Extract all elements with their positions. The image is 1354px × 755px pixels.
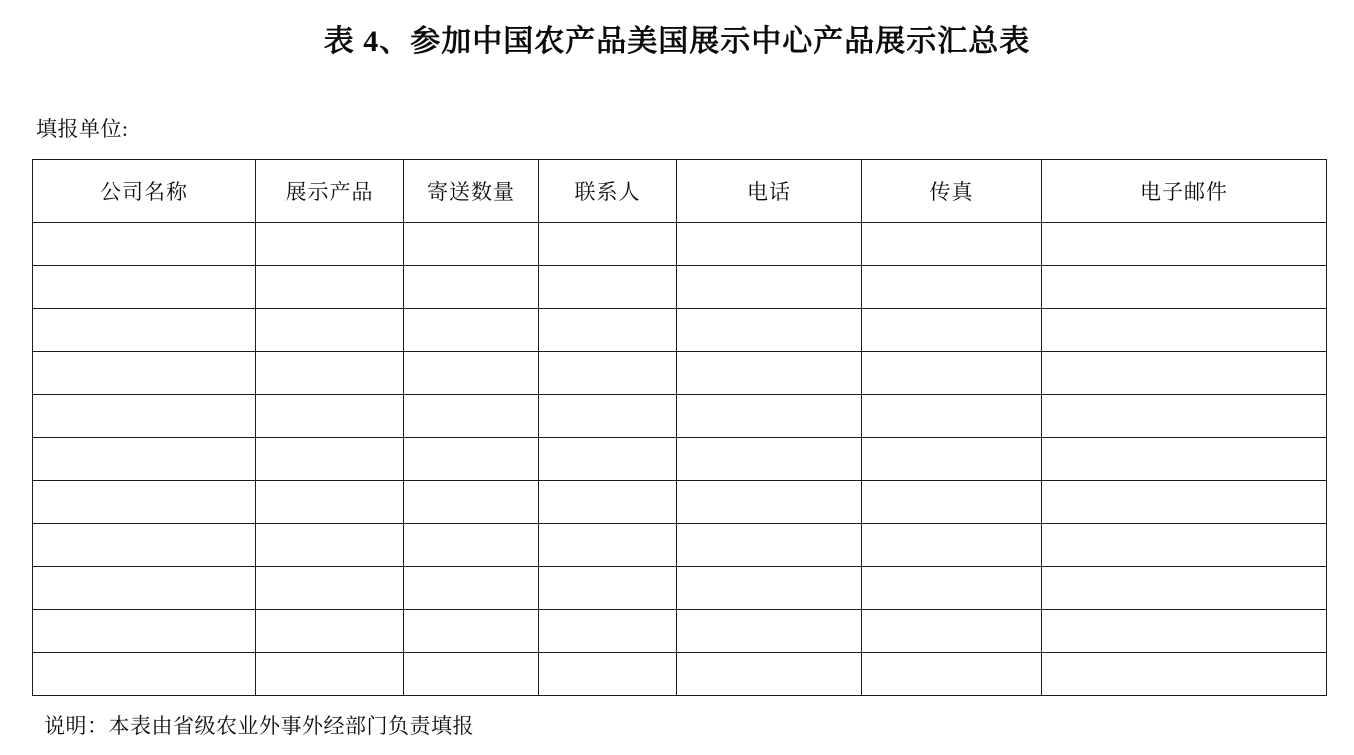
summary-table-container [32,159,1326,696]
table-cell-phone[interactable] [677,438,862,481]
column-header-phone: 电话 [677,160,862,223]
table-cell-shipped-quantity[interactable] [404,610,539,653]
table-cell-email[interactable] [1042,438,1327,481]
table-cell-contact-person[interactable] [539,567,677,610]
table-row[interactable] [33,524,1327,567]
table-cell-display-product[interactable] [256,653,404,696]
table-cell-shipped-quantity[interactable] [404,653,539,696]
table-row[interactable] [33,266,1327,309]
table-cell-email[interactable] [1042,223,1327,266]
table-cell-shipped-quantity[interactable] [404,524,539,567]
table-cell-contact-person[interactable] [539,266,677,309]
product-display-summary-table [32,159,1327,696]
table-cell-fax[interactable] [862,352,1042,395]
table-cell-phone[interactable] [677,481,862,524]
table-cell-display-product[interactable] [256,567,404,610]
table-cell-email[interactable] [1042,653,1327,696]
table-cell-email[interactable] [1042,352,1327,395]
column-header-fax: 传真 [862,160,1042,223]
table-cell-shipped-quantity[interactable] [404,266,539,309]
table-header [33,160,1327,223]
table-cell-fax[interactable] [862,266,1042,309]
table-cell-company-name[interactable] [33,610,256,653]
table-cell-phone[interactable] [677,610,862,653]
table-cell-fax[interactable] [862,481,1042,524]
table-row[interactable] [33,223,1327,266]
table-cell-contact-person[interactable] [539,395,677,438]
table-cell-display-product[interactable] [256,395,404,438]
table-cell-phone[interactable] [677,223,862,266]
table-cell-email[interactable] [1042,395,1327,438]
table-cell-phone[interactable] [677,395,862,438]
table-cell-phone[interactable] [677,524,862,567]
table-footnote: 说明：本表由省级农业外事外经部门负责填报 [44,714,474,738]
table-row[interactable] [33,610,1327,653]
table-cell-shipped-quantity[interactable] [404,223,539,266]
table-cell-fax[interactable] [862,524,1042,567]
filler-unit-label: 填报单位: [36,117,129,141]
column-header-company-name: 公司名称 [33,160,256,223]
table-cell-phone[interactable] [677,352,862,395]
table-cell-display-product[interactable] [256,438,404,481]
table-cell-display-product[interactable] [256,309,404,352]
table-body [33,223,1327,696]
table-row[interactable] [33,395,1327,438]
table-cell-fax[interactable] [862,223,1042,266]
table-row[interactable] [33,309,1327,352]
table-cell-company-name[interactable] [33,266,256,309]
table-cell-phone[interactable] [677,309,862,352]
table-cell-company-name[interactable] [33,481,256,524]
table-cell-display-product[interactable] [256,481,404,524]
table-cell-email[interactable] [1042,266,1327,309]
table-cell-email[interactable] [1042,524,1327,567]
table-header-row [33,160,1327,223]
table-cell-phone[interactable] [677,266,862,309]
page-title: 表 4、参加中国农产品美国展示中心产品展示汇总表 [323,25,1031,58]
table-cell-shipped-quantity[interactable] [404,395,539,438]
table-cell-display-product[interactable] [256,610,404,653]
table-cell-display-product[interactable] [256,223,404,266]
table-cell-display-product[interactable] [256,524,404,567]
table-cell-shipped-quantity[interactable] [404,481,539,524]
table-cell-shipped-quantity[interactable] [404,309,539,352]
table-cell-contact-person[interactable] [539,309,677,352]
table-cell-email[interactable] [1042,567,1327,610]
column-header-contact-person: 联系人 [539,160,677,223]
table-cell-company-name[interactable] [33,309,256,352]
table-cell-company-name[interactable] [33,223,256,266]
table-row[interactable] [33,653,1327,696]
table-cell-fax[interactable] [862,610,1042,653]
table-cell-fax[interactable] [862,438,1042,481]
table-cell-email[interactable] [1042,481,1327,524]
table-cell-company-name[interactable] [33,653,256,696]
table-cell-contact-person[interactable] [539,481,677,524]
table-cell-fax[interactable] [862,567,1042,610]
table-cell-fax[interactable] [862,309,1042,352]
table-cell-fax[interactable] [862,395,1042,438]
table-row[interactable] [33,481,1327,524]
column-header-display-product: 展示产品 [256,160,404,223]
column-header-email: 电子邮件 [1042,160,1327,223]
table-cell-email[interactable] [1042,610,1327,653]
table-cell-company-name[interactable] [33,524,256,567]
table-cell-company-name[interactable] [33,395,256,438]
table-cell-shipped-quantity[interactable] [404,352,539,395]
column-header-shipped-quantity: 寄送数量 [404,160,539,223]
table-cell-contact-person[interactable] [539,438,677,481]
table-cell-email[interactable] [1042,309,1327,352]
table-cell-contact-person[interactable] [539,352,677,395]
table-row[interactable] [33,352,1327,395]
table-cell-company-name[interactable] [33,567,256,610]
table-cell-shipped-quantity[interactable] [404,567,539,610]
table-cell-display-product[interactable] [256,266,404,309]
table-cell-fax[interactable] [862,653,1042,696]
table-cell-shipped-quantity[interactable] [404,438,539,481]
table-cell-contact-person[interactable] [539,610,677,653]
table-cell-company-name[interactable] [33,438,256,481]
table-row[interactable] [33,438,1327,481]
table-cell-display-product[interactable] [256,352,404,395]
table-cell-phone[interactable] [677,653,862,696]
table-cell-contact-person[interactable] [539,653,677,696]
table-cell-company-name[interactable] [33,352,256,395]
table-row[interactable] [33,567,1327,610]
table-cell-phone[interactable] [677,567,862,610]
document-page [0,22,1354,755]
table-cell-contact-person[interactable] [539,223,677,266]
table-cell-contact-person[interactable] [539,524,677,567]
